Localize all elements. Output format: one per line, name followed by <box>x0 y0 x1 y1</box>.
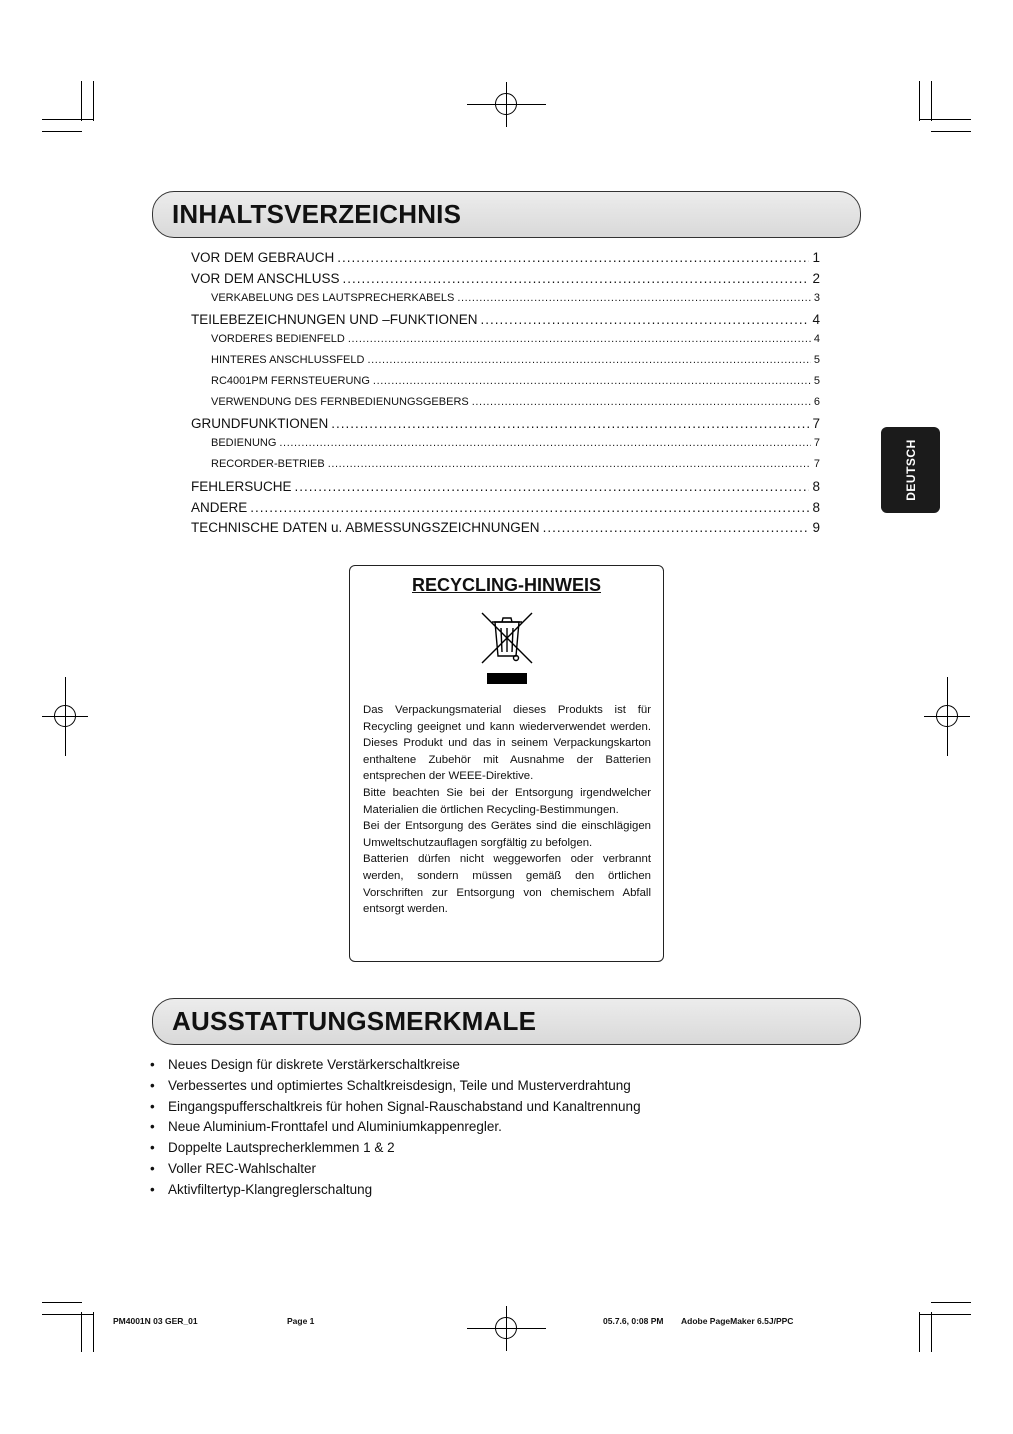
crop-mark <box>919 1314 971 1315</box>
toc-entry <box>191 416 820 437</box>
table-of-contents <box>191 250 820 541</box>
toc-entry <box>191 312 820 333</box>
toc-entry-label: FEHLERSUCHE <box>191 478 292 494</box>
feature-text: Voller REC-Wahlschalter <box>168 1160 317 1176</box>
toc-entry <box>191 458 820 479</box>
toc-entry-page: 8 <box>812 499 820 515</box>
toc-entry <box>191 437 820 458</box>
feature-text: Doppelte Lautsprecherklemmen 1 & 2 <box>168 1140 395 1156</box>
toc-entry-label: BEDIENUNG <box>211 437 277 450</box>
toc-entry <box>191 354 820 375</box>
recycling-title: RECYCLING-HINWEIS <box>412 575 601 595</box>
bullet: • <box>150 1077 155 1093</box>
toc-entry-label: VOR DEM ANSCHLUSS <box>191 270 340 286</box>
toc-entry <box>191 292 820 313</box>
toc-entry-page: 2 <box>812 270 820 286</box>
list-item <box>150 1140 641 1161</box>
recycling-text <box>363 702 651 918</box>
language-tab-label: DEUTSCH <box>903 439 918 501</box>
toc-leader-dots <box>337 250 809 265</box>
footer-page: Page 1 <box>287 1316 315 1326</box>
toc-entry-page: 4 <box>812 312 820 328</box>
features-title: AUSSTATTUNGSMERKMALE <box>172 1006 537 1036</box>
toc-entry-page: 7 <box>813 437 820 450</box>
language-tab <box>881 427 940 513</box>
list-item <box>150 1119 641 1140</box>
toc-leader-dots <box>295 479 810 494</box>
crop-mark <box>931 81 932 121</box>
toc-entry-page: 3 <box>813 291 820 304</box>
toc-header <box>152 191 861 238</box>
toc-entry-page: 5 <box>813 374 820 387</box>
footer-app: Adobe PageMaker 6.5J/PPC <box>681 1316 794 1326</box>
bullet: • <box>150 1181 155 1197</box>
bullet: • <box>150 1119 155 1135</box>
bullet: • <box>150 1098 155 1114</box>
crop-mark <box>93 81 94 121</box>
toc-leader-dots <box>373 375 811 387</box>
features-list <box>150 1057 641 1203</box>
bullet: • <box>150 1160 155 1176</box>
toc-entry <box>191 333 820 354</box>
features-header <box>152 998 861 1045</box>
crop-mark <box>42 1314 94 1315</box>
registration-circle <box>936 705 958 727</box>
toc-leader-dots <box>472 396 811 408</box>
recycling-paragraph: Bei der Entsorgung des Gerätes sind die einschlägigen Umweltschutzauflagen sorgfältig zu befolgen. <box>363 820 651 849</box>
toc-leader-dots <box>328 458 811 470</box>
toc-entry-page: 7 <box>812 416 820 432</box>
toc-leader-dots <box>250 500 809 515</box>
bullet: • <box>150 1057 155 1072</box>
toc-leader-dots <box>367 354 810 366</box>
list-item <box>150 1182 641 1203</box>
toc-leader-dots <box>481 312 810 327</box>
recycling-notice <box>349 565 664 962</box>
crop-mark <box>81 81 82 121</box>
feature-text: Verbessertes und optimiertes Schaltkreisdesign, Teile und Musterverdrahtung <box>168 1077 631 1093</box>
toc-entry <box>191 520 820 541</box>
crop-mark <box>931 1312 932 1352</box>
recycling-paragraph: Bitte beachten Sie bei der Entsorgung irgendwelcher Materialien die örtlichen Recycling-Bestimmungen. <box>363 786 651 816</box>
toc-entry <box>191 396 820 417</box>
toc-leader-dots <box>331 416 809 431</box>
toc-entry-page: 5 <box>813 353 820 366</box>
crop-mark <box>42 131 82 132</box>
footer-file: PM4001N 03 GER_01 <box>113 1316 198 1326</box>
toc-entry-page: 1 <box>812 250 820 265</box>
bullet: • <box>150 1140 155 1156</box>
list-item <box>150 1078 641 1099</box>
crop-mark <box>931 131 971 132</box>
toc-entry-page: 9 <box>812 520 820 536</box>
toc-entry-label: TEILEBEZEICHNUNGEN UND –FUNKTIONEN <box>191 312 478 328</box>
crop-mark <box>931 1302 971 1303</box>
list-item <box>150 1099 641 1120</box>
feature-text: Eingangspufferschaltkreis für hohen Signal-Rauschabstand und Kanaltrennung <box>168 1098 641 1114</box>
crop-mark <box>42 119 94 120</box>
toc-entry-label: VOR DEM GEBRAUCH <box>191 250 335 265</box>
toc-entry <box>191 500 820 521</box>
toc-entry-label: RC4001PM FERNSTEUERUNG <box>211 374 370 387</box>
toc-entry-page: 4 <box>813 333 820 346</box>
footer-date: 05.7.6, 0:08 PM <box>603 1316 664 1326</box>
toc-entry-page: 7 <box>813 457 820 470</box>
toc-leader-dots <box>348 333 811 345</box>
toc-entry-label: VERWENDUNG DES FERNBEDIENUNGSGEBERS <box>211 395 469 408</box>
toc-entry <box>191 271 820 292</box>
list-item <box>150 1161 641 1182</box>
toc-entry <box>191 250 820 271</box>
list-item <box>150 1057 641 1078</box>
toc-leader-dots <box>279 437 810 449</box>
crop-mark <box>919 119 971 120</box>
crossed-out-wheelie-bin-icon <box>479 610 535 686</box>
toc-leader-dots <box>457 292 811 304</box>
crop-mark <box>919 81 920 121</box>
feature-text: Neue Aluminium-Fronttafel und Aluminiumkappenregler. <box>168 1119 502 1135</box>
feature-text: Aktivfiltertyp-Klangreglerschaltung <box>168 1181 373 1197</box>
toc-title: INHALTSVERZEICHNIS <box>172 199 462 229</box>
recycling-paragraph: Das Verpackungsmaterial dieses Produkts ist für Recycling geeignet und kann wiederverwendet werden. Dieses Produkt und das in seinem Verpackungskarton enthaltene Zubehör mit Ausnahme der Batterien entsprechen der WEEE-Direktive. <box>363 704 651 783</box>
toc-entry <box>191 375 820 396</box>
crop-mark <box>81 1312 82 1352</box>
crop-mark <box>919 1312 920 1352</box>
toc-leader-dots <box>343 271 810 286</box>
toc-entry-page: 6 <box>813 395 820 408</box>
feature-text: Neues Design für diskrete Verstärkerschaltkreise <box>168 1057 460 1072</box>
crop-mark <box>93 1312 94 1352</box>
toc-entry-label: RECORDER-BETRIEB <box>211 457 325 470</box>
toc-entry-label: VORDERES BEDIENFELD <box>211 333 345 346</box>
toc-leader-dots <box>543 520 810 535</box>
recycling-paragraph: Batterien dürfen nicht weggeworfen oder verbrannt werden, sondern müssen gemäß den örtlichen Vorschriften zur Entsorgung von chemischem Abfall entsorgt werden. <box>363 853 651 916</box>
registration-circle <box>495 1317 517 1339</box>
crop-mark <box>42 1302 82 1303</box>
toc-entry-label: GRUNDFUNKTIONEN <box>191 416 329 432</box>
toc-entry <box>191 479 820 500</box>
toc-entry-label: HINTERES ANSCHLUSSFELD <box>211 353 365 366</box>
registration-circle <box>495 93 517 115</box>
toc-entry-label: TECHNISCHE DATEN u. ABMESSUNGSZEICHNUNGEN <box>191 520 540 536</box>
registration-circle <box>54 705 76 727</box>
toc-entry-page: 8 <box>812 478 820 494</box>
toc-entry-label: VERKABELUNG DES LAUTSPRECHERKABELS <box>211 291 455 304</box>
toc-entry-label: ANDERE <box>191 499 248 515</box>
